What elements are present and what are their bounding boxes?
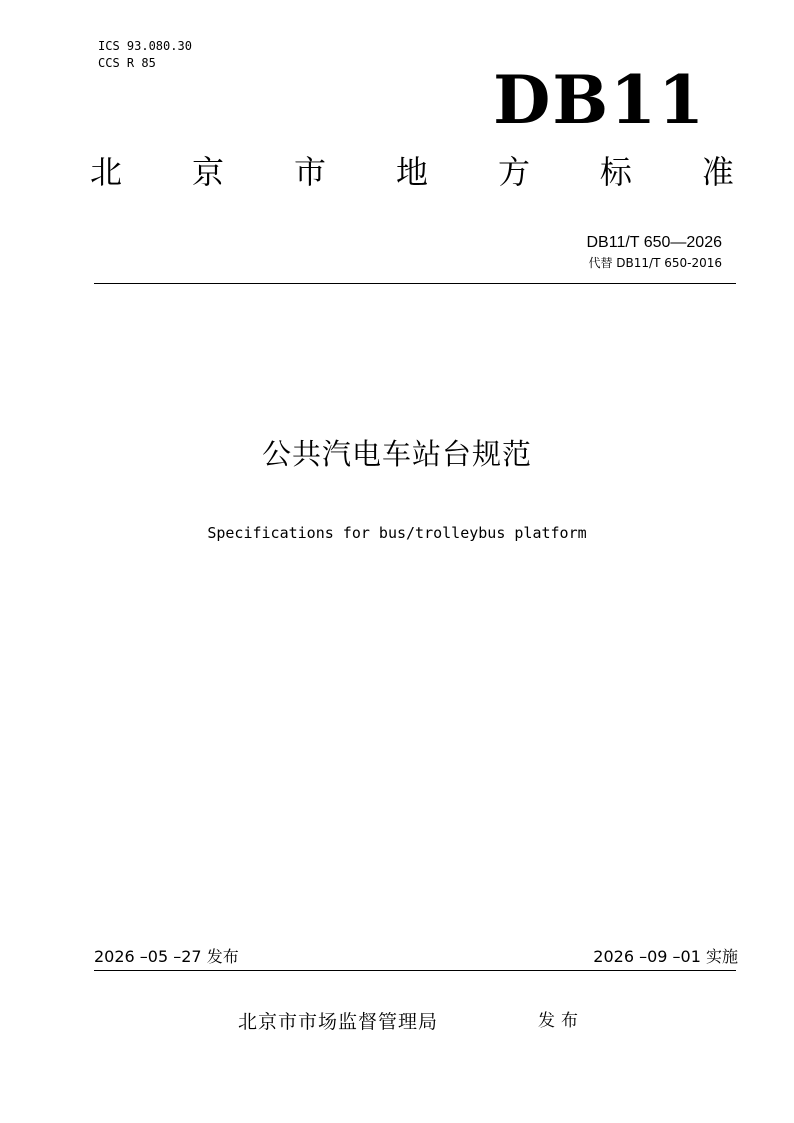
classification-codes xyxy=(98,38,192,72)
standard-type-char: 市 xyxy=(293,153,326,191)
document-title-chinese: 公共汽电车站台规范 xyxy=(261,437,532,471)
standard-type-char: 准 xyxy=(701,153,734,191)
standard-number: DB11/T 650—2026 xyxy=(586,234,722,251)
document-title-english: Specifications for bus/trolleybus platform xyxy=(207,524,587,542)
standard-type-char: 标 xyxy=(599,153,632,191)
standard-type-char: 北 xyxy=(90,153,123,191)
standard-type-char: 京 xyxy=(191,153,224,191)
issue-date: 2026 –05 –27 发布 xyxy=(94,947,239,966)
standard-type-char: 方 xyxy=(497,153,530,191)
publish-label: 发布 xyxy=(538,1011,584,1031)
db-code-logo: DB11 xyxy=(493,61,706,139)
ccs-code: CCS R 85 xyxy=(98,56,156,70)
standard-type-heading xyxy=(90,152,734,192)
bottom-divider xyxy=(94,970,736,971)
replaces-standard: 代替 DB11/T 650-2016 xyxy=(588,256,722,270)
standard-type-char: 地 xyxy=(395,153,428,191)
ics-code: ICS 93.080.30 xyxy=(98,39,192,53)
implementation-date: 2026 –09 –01 实施 xyxy=(593,947,738,966)
issuing-authority: 北京市市场监督管理局 xyxy=(238,1011,439,1033)
top-divider xyxy=(94,283,736,284)
